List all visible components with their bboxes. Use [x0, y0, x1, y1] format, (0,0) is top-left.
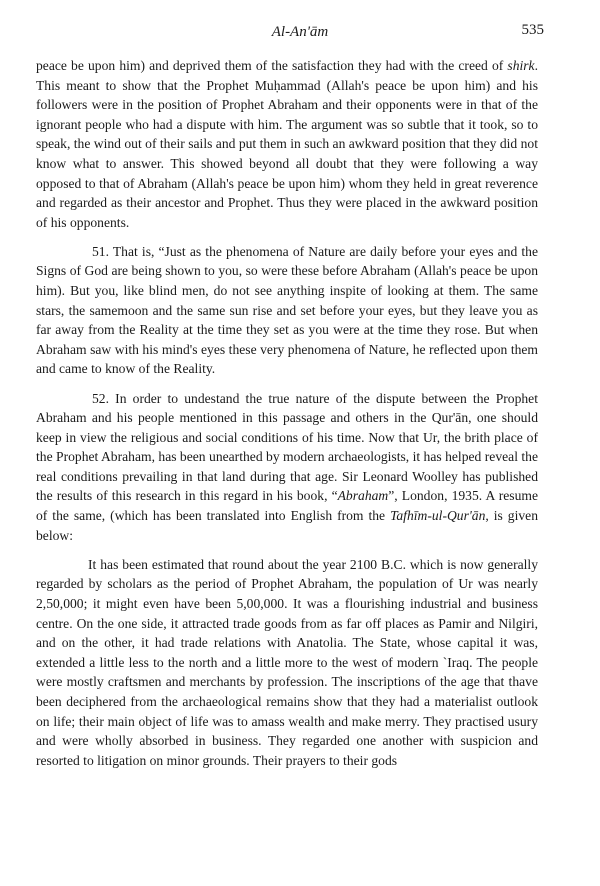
paragraph-text: . This meant to show that the Prophet Muḥammad (Allah's peace be upon him) and his followers were in the position of Prophet Abraham and their opponents were in that of the ignorant people who had a dispute with him. The argument was so subtle that it took, so to speak, the wind out of their sails and put them in such an awkward position that they did not know what to answer. This showed beyond all doubt that they were following a way opposed to that of Abraham (Allah's peace be upon him) whom they held in great reverence and regarded as their ancestor and Prophet. Thus they were placed in the awkward position of his opponents.	[36, 58, 538, 230]
quoted-resume: It has been estimated that round about the year 2100 B.C. which is now generally regarded by scholars as the period of Prophet Abraham, the population of Ur was nearly 2,50,000; it might even have been 5,00,000. It was a flourishing industrial and business centre. On the one side, it attracted trade goods from as far off places as Pamir and Nilgiri, and on the other, it had trade relations with Anatolia. The State, whose capital it was, extended a little less to the north and a little more to the west of modern `Iraq. The people were mostly craftsmen and merchants by profession. The inscriptions of the age that thave been deciphered from the archaeological remains show that they had a materialist outlook on life; their main object of life was to amass wealth and make merry. They practised usury and were wholly absorbed in business. They regarded one another with suspicion and resorted to litigation on minor grounds. Their prayers to their gods	[36, 556, 538, 768]
italic-term: shirk	[507, 58, 535, 73]
note-51: 51. That is, “Just as the phenomena of Nature are daily before your eyes and the Signs of God are being shown to you, so were these before Abraham (Allah's peace be upon him). But you, like blind men, do not see anything inspite of looking at them. The same stars, the samemoon and the same sun rise and set before your eyes, but they leave you as far away from the Reality at the time they set as you were at the time they rose. But when Abraham saw with his mind's eyes these very phenomena of Nature, he reflected upon them and came to know of the Reality.	[36, 243, 538, 377]
paragraph-text: 52. In order to undestand the true nature of the dispute between the Prophet Abraham and his people mentioned in this passage and others in the Qur'ān, one should keep in view the religious and social conditions of his time. Now that Ur, the brith place of the Prophet Abraham, has been unearthed by modern archaeologists, it has helped reveal the real conditions prevailing in that land during that age. Sir Leonard Woolley has published the results of this research in this regard in his book, “	[36, 390, 538, 504]
source-title: Tafhīm-ul-Qur'ān	[390, 508, 486, 524]
book-title: Abraham	[337, 488, 389, 504]
paragraph-text: , is given below:	[36, 508, 539, 543]
paragraph-text: peace be upon him) and deprived them of the satisfaction they had with the creed of	[36, 58, 508, 73]
body-text	[36, 56, 538, 770]
paragraph-text: ”, London, 1935. A resume of the same, (which has been translated into English from the	[36, 488, 538, 524]
running-title: Al-An'ām	[271, 24, 329, 40]
paragraph-continued	[36, 56, 538, 232]
note-52	[36, 389, 538, 546]
page-number: 535	[521, 22, 544, 38]
